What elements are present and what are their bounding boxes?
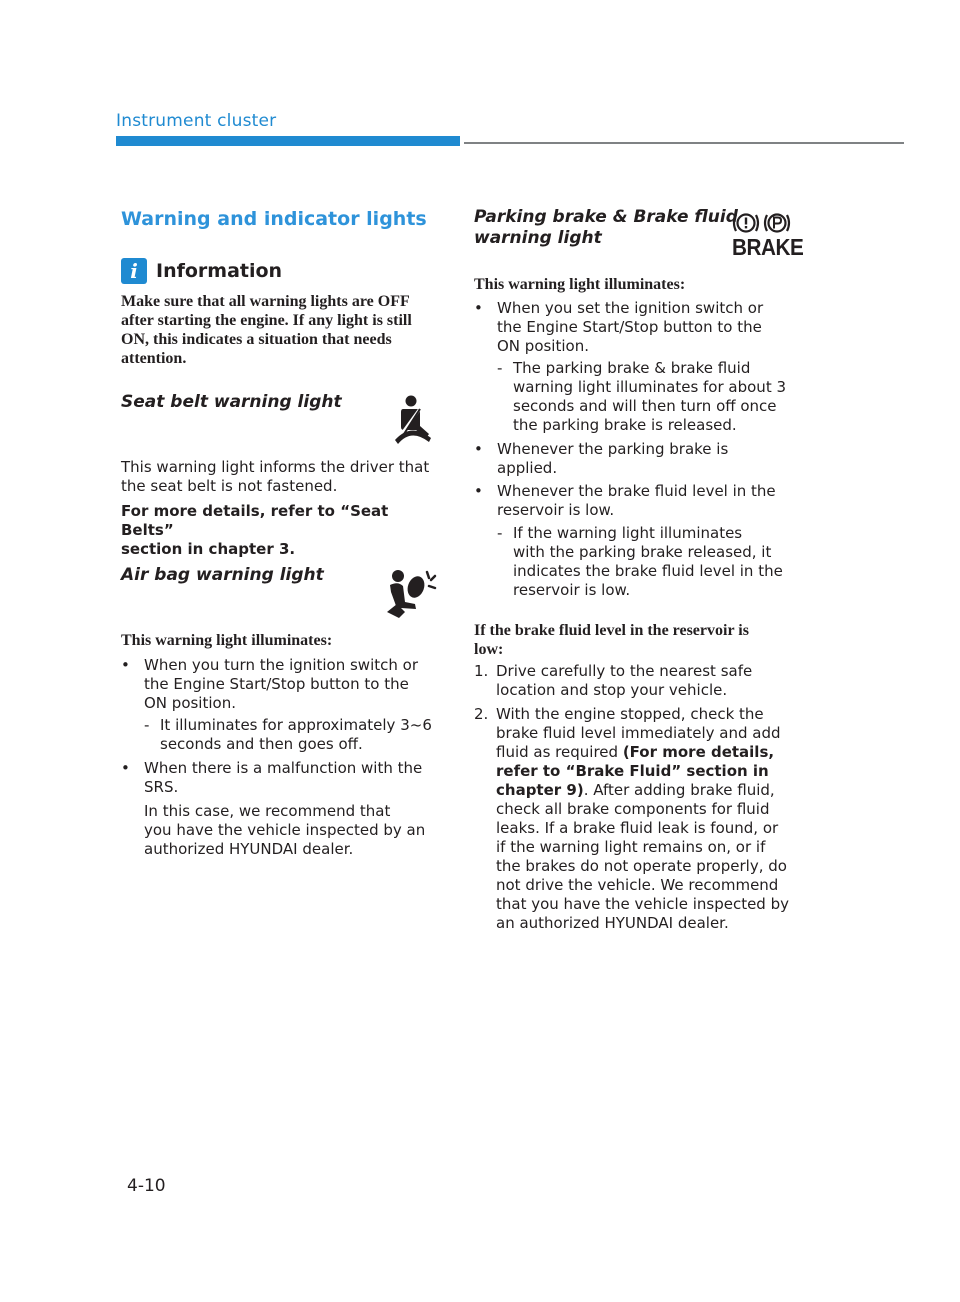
text-line: the brakes do not operate properly, do [496,857,787,875]
header-rule-gray [464,142,904,144]
text-line: ON position. [144,694,236,712]
dash-mark: - [144,716,150,734]
bullet-text [144,656,418,713]
text-line: ON position. [497,337,589,355]
airbag-recommendation [144,802,425,859]
parking-brake-heading [474,207,738,249]
dash-mark: - [497,524,503,542]
seatbelt-warning-icon [389,394,435,450]
text-line: not drive the vehicle. We recommend [496,876,779,894]
step-number: 2. [474,705,489,723]
header-rule-blue [116,136,460,146]
text-line: the seat belt is not fastened. [121,477,338,495]
text-line: indicates the brake fluid level in the [513,562,783,580]
text-run: fluid as required [496,743,623,761]
text-line: If the warning light illuminates [513,524,743,542]
heading-line: If the brake fluid level in the reservoir is [474,622,749,639]
text-line: authorized HYUNDAI dealer. [144,840,354,858]
information-text [121,292,412,368]
information-icon: i [121,258,147,284]
bullet-text [144,759,422,797]
bold-run: chapter 9) [496,781,584,799]
text-line [496,743,789,762]
information-box-header [121,258,282,284]
info-line: attention. [121,350,187,367]
text-line [496,781,789,800]
text-run: . After adding brake fluid, [583,781,775,799]
step-text [496,705,789,933]
text-line: It illuminates for approximately 3~6 [160,716,432,734]
heading-line: low: [474,641,504,658]
text-line: you have the vehicle inspected by an [144,821,426,839]
text-line: When there is a malfunction with the [144,759,423,777]
step-number: 1. [474,662,489,680]
text-line: that you have the vehicle inspected by [496,895,789,913]
airbag-heading: Air bag warning light [121,565,324,585]
text-line: warning light illuminates for about 3 [513,378,787,396]
page-number: 4-10 [127,1176,166,1196]
text-line: For more details, refer to “Seat Belts” [121,502,389,539]
airbag-warning-icon [383,568,437,624]
text-line: seconds and will then turn off once [513,397,777,415]
warning-lights-heading: Warning and indicator lights [121,208,427,230]
text-line: This warning light informs the driver that [121,458,430,476]
bold-run: (For more details, [622,743,775,761]
text-line: the Engine Start/Stop button to the [497,318,762,336]
step-text [496,662,752,700]
text-line: the Engine Start/Stop button to the [144,675,409,693]
seatbelt-heading: Seat belt warning light [121,392,342,412]
dash-mark: - [497,359,503,377]
bullet-text [497,482,776,520]
bullet-mark: • [474,482,483,500]
dash-text [513,524,813,600]
heading-line: Parking brake & Brake fluid [474,207,738,227]
text-line: Drive carefully to the nearest safe [496,662,753,680]
info-line: Make sure that all warning lights are OFF [121,293,410,310]
info-line: ON, this indicates a situation that needs [121,331,392,348]
text-line: Whenever the parking brake is [497,440,729,458]
text-line: leaks. If a brake fluid leak is found, or [496,819,779,837]
brake-icon-text: BRAKE [732,234,804,260]
dash-text [160,716,460,754]
text-line: if the warning light remains on, or if [496,838,766,856]
info-line: after starting the engine. If any light is still [121,312,412,329]
text-line: brake fluid level immediately and add [496,724,781,742]
text-line: Whenever the brake fluid level in the [497,482,776,500]
dash-text [513,359,813,435]
airbag-intro: This warning light illuminates: [121,632,333,649]
bullet-mark: • [121,759,130,777]
text-line: SRS. [144,778,179,796]
information-title: Information [156,260,283,282]
section-title: Instrument cluster [116,111,277,131]
text-line: seconds and then goes off. [160,735,363,753]
text-line: When you set the ignition switch or [497,299,764,317]
text-line: The parking brake & brake fluid [513,359,751,377]
text-line: When you turn the ignition switch or [144,656,418,674]
text-line: the parking brake is released. [513,416,737,434]
text-line: check all brake components for fluid [496,800,770,818]
text-line: an authorized HYUNDAI dealer. [496,914,729,932]
seatbelt-reference [121,502,443,559]
seatbelt-description [121,458,429,496]
text-line: reservoir is low. [497,501,615,519]
brake-intro: This warning light illuminates: [474,276,686,293]
bullet-mark: • [474,440,483,458]
text-line: With the engine stopped, check the [496,705,764,723]
low-fluid-heading [474,621,749,659]
text-line: applied. [497,459,558,477]
text-line: reservoir is low. [513,581,631,599]
bullet-mark: • [121,656,130,674]
text-line: section in chapter 3. [121,540,296,558]
bullet-text [497,440,728,478]
text-line: refer to “Brake Fluid” section in [496,762,769,780]
heading-line: warning light [474,228,602,248]
bullet-text [497,299,763,356]
bullet-mark: • [474,299,483,317]
text-line: In this case, we recommend that [144,802,391,820]
text-line: with the parking brake released, it [513,543,772,561]
text-line: location and stop your vehicle. [496,681,728,699]
